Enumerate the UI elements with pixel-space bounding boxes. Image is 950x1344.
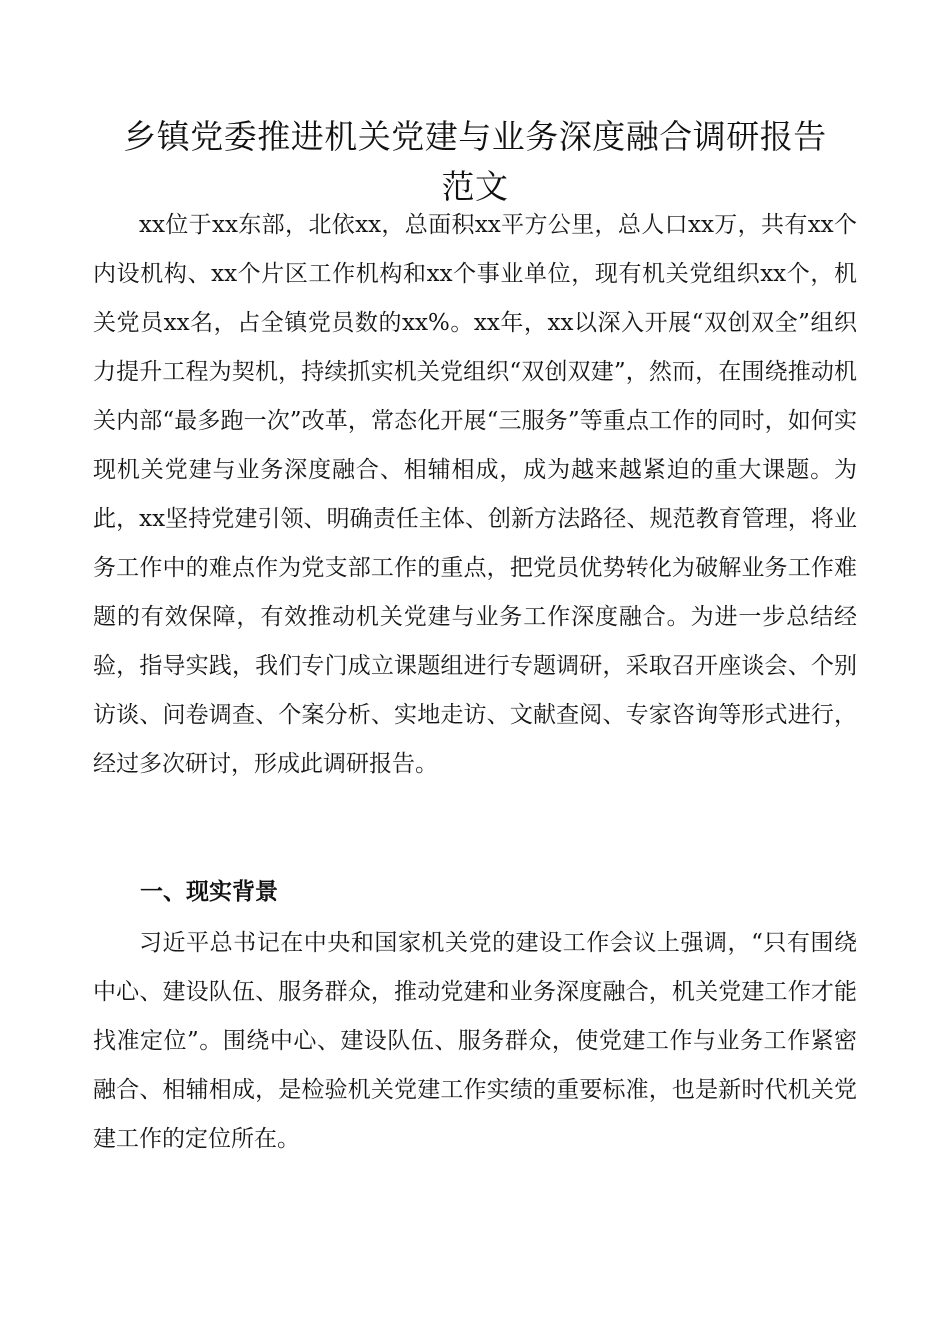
- background-paragraph: 习近平总书记在中央和国家机关党的建设工作会议上强调，“只有围绕中心、建设队伍、服务群众，推动党建和业务深度融合，机关党建工作才能找准定位”。围绕中心、建设队伍、服务群众，使党建工作与业务工作紧密融合、相辅相成，是检验机关党建工作实绩的重要标准，也是新时代机关党建工作的定位所在。: [93, 930, 857, 1152]
- document-title-line2: 范文: [441, 167, 509, 206]
- intro-paragraph: xx位于xx东部，北依xx，总面积xx平方公里，总人口xx万，共有xx个内设机构、xx个片区工作机构和xx个事业单位，现有机关党组织xx个，机关党员xx名，占全镇党员数的xx%。xx年，xx以深入开展“双创双全”组织力提升工程为契机，持续抓实机关党组织“双创双建”，然而，在围绕推动机关内部“最多跑一次”改革，常态化开展“三服务”等重点工作的同时，如何实现机关党建与业务深度融合、相辅相成，成为越来越紧迫的重大课题。为此，xx坚持党建引领、明确责任主体、创新方法路径、规范教育管理，将业务工作中的难点作为党支部工作的重点，把党员优势转化为破解业务工作难题的有效保障，有效推动机关党建与业务工作深度融合。为进一步总结经验，指导实践，我们专门成立课题组进行专题调研，采取召开座谈会、个别访谈、问卷调查、个案分析、实地走访、文献查阅、专家咨询等形式进行，经过多次研讨，形成此调研报告。: [93, 212, 857, 777]
- document-title: [90, 112, 860, 212]
- section-heading: 一、现实背景: [140, 879, 278, 905]
- document-title-line1: 乡镇党委推进机关党建与业务深度融合调研报告: [123, 117, 827, 156]
